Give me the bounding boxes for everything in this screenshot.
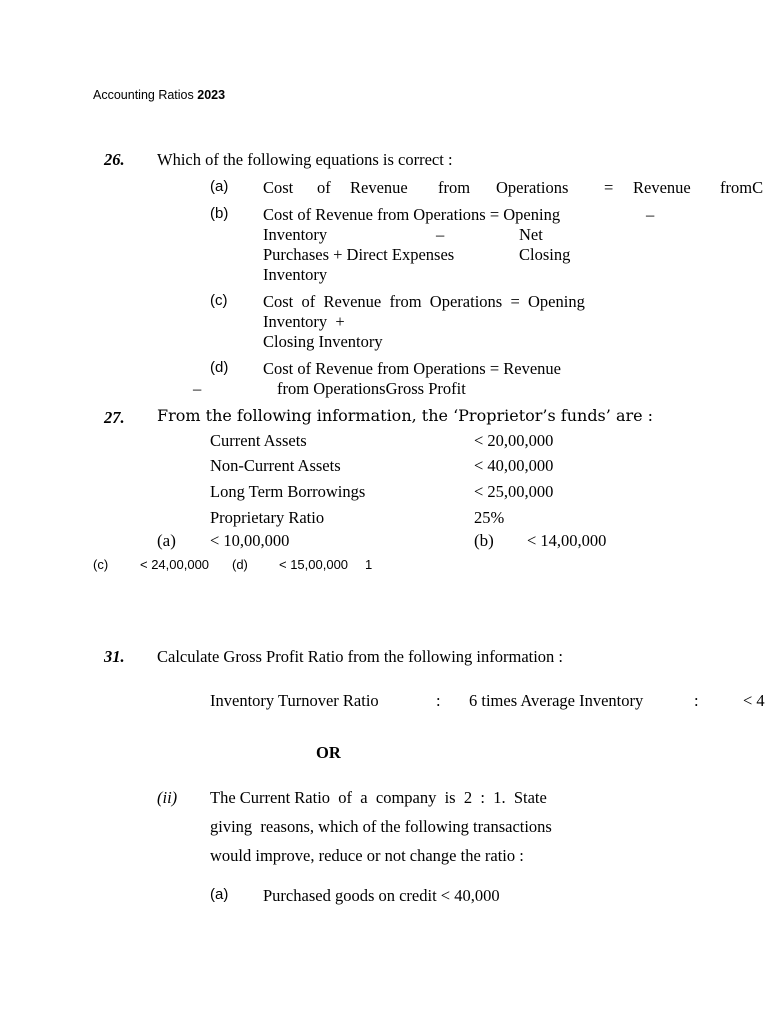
q31-itr-label: Inventory Turnover Ratio [210, 691, 379, 710]
q26-option-a-word-7: Revenue [633, 178, 691, 197]
q27-option-c-value: < 24,00,000 [140, 557, 210, 572]
q27-row-value: < 40,00,000 [474, 456, 554, 475]
q31-itr-value: 6 times Average Inventory [469, 691, 644, 710]
q27-row-label: Non-Current Assets [210, 456, 341, 475]
q26-option-d-dash: – [193, 379, 202, 398]
or-divider: OR [316, 743, 341, 762]
q26-option-a-word-2: of [317, 178, 331, 197]
q26-option-c-line-3: Closing Inventory [263, 332, 383, 351]
question-26-text: Which of the following equations is correct : [157, 150, 453, 169]
q26-option-d-label: (d) [210, 359, 229, 376]
q26-option-b-line-3b: Closing [519, 245, 571, 264]
q27-option-a-label: (a) [157, 531, 176, 550]
q27-option-d-label: (d) [232, 557, 248, 572]
q26-option-a-word-1: Cost [263, 178, 294, 197]
q26-option-b-line-4: Inventory [263, 265, 328, 284]
q26-option-d-line-2: from OperationsGross Profit [277, 379, 466, 398]
q26-option-a-word-6: = [604, 178, 614, 197]
q26-option-a-word-8: fromC [720, 178, 764, 197]
q31-part-ii-line-2: giving reasons, which of the following transactions [210, 817, 552, 836]
q31-part-ii-line-1: The Current Ratio of a company is 2 : 1. State [210, 788, 547, 807]
q31-sub-a-text: Purchased goods on credit < 40,000 [263, 886, 500, 905]
q26-option-b-line-2b: – [436, 225, 445, 244]
q26-option-b-dash: – [646, 205, 655, 224]
q27-marks: 1 [365, 557, 373, 572]
q26-option-d-line-1: Cost of Revenue from Operations = Revenue [263, 359, 561, 378]
q31-colon: : [436, 691, 441, 710]
q26-option-a-word-3: Revenue [350, 178, 408, 197]
question-31-number: 31. [104, 647, 125, 666]
q26-option-b-line-2a: Inventory [263, 225, 328, 244]
q31-colon-2: : [694, 691, 699, 710]
q27-row-value: < 25,00,000 [474, 482, 554, 501]
question-27-text: From the following information, the ‘Proprietor’s funds’ are : [157, 406, 654, 425]
q31-part-ii-line-3: would improve, reduce or not change the ratio : [210, 846, 524, 865]
q27-row-label: Long Term Borrowings [210, 482, 366, 501]
q31-average-inventory-value: < 4 [743, 691, 765, 710]
q31-part-ii-label: (ii) [157, 788, 178, 807]
q26-option-a-word-5: Operations [496, 178, 569, 197]
q26-option-b-line-3a: Purchases + Direct Expenses [263, 245, 455, 264]
q26-option-c-label: (c) [210, 292, 228, 309]
q26-option-c-line-2: Inventory + [263, 312, 345, 331]
question-26-number: 26. [104, 150, 125, 169]
q27-row-value: 25% [474, 508, 505, 527]
page-header [93, 88, 225, 102]
header-title: Accounting Ratios [93, 88, 194, 102]
header-year: 2023 [197, 88, 226, 102]
q27-row-label: Current Assets [210, 431, 307, 450]
q26-option-c-line-1: Cost of Revenue from Operations = Opening [263, 292, 585, 311]
question-27-number: 27. [104, 408, 125, 427]
q26-option-b-line-2c: Net [519, 225, 543, 244]
question-31-text: Calculate Gross Profit Ratio from the following information : [157, 647, 564, 666]
q27-option-b-value: < 14,00,000 [527, 531, 607, 550]
q27-row-value: < 20,00,000 [474, 431, 554, 450]
q27-option-a-value: < 10,00,000 [210, 531, 290, 550]
q27-option-c-label: (c) [93, 557, 109, 572]
q27-option-d-value: < 15,00,000 [279, 557, 349, 572]
q31-sub-a-label: (a) [210, 886, 229, 903]
q26-option-a-label: (a) [210, 178, 229, 195]
q26-option-a-word-4: from [438, 178, 471, 197]
q26-option-b-label: (b) [210, 205, 229, 222]
q27-option-b-label: (b) [474, 531, 494, 550]
q26-option-b-line-1: Cost of Revenue from Operations = Opening [263, 205, 561, 224]
q27-row-label: Proprietary Ratio [210, 508, 325, 527]
